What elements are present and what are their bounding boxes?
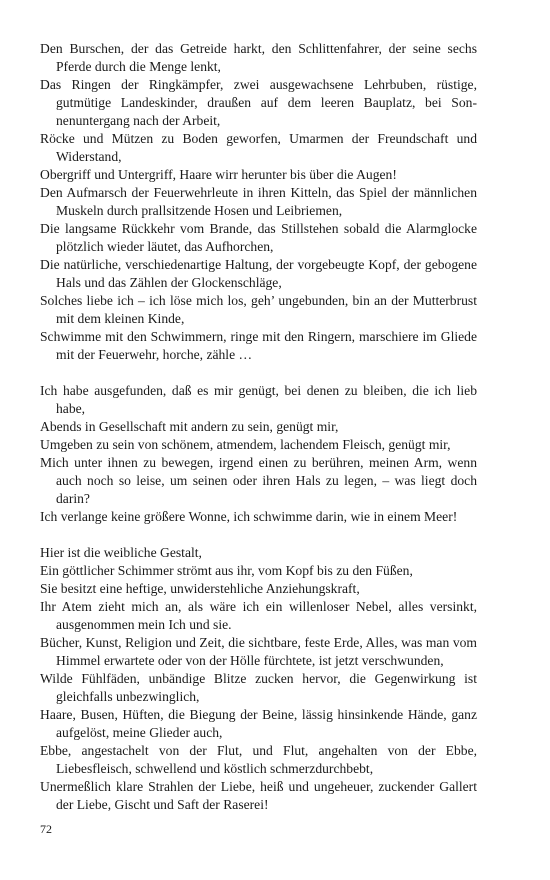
verse-line: Mich unter ihnen zu bewegen, irgend einen zu berühren, meinen Arm, wenn auch noch so leise, um seinen oder ihren Hals zu legen, – was liegt doch darin? xyxy=(40,455,477,506)
verse-line: Bücher, Kunst, Religion und Zeit, die sichtbare, feste Erde, Alles, was man vom Himmel erwartete oder von der Hölle fürchtete, ist jetzt verschwunden, xyxy=(40,635,477,668)
verse-line: Solches liebe ich – ich löse mich los, geh’ ungebunden, bin an der Mutterbrust mit dem kleinen Kinde, xyxy=(40,293,477,326)
verse-line: Ein göttlicher Schimmer strömt aus ihr, vom Kopf bis zu den Füßen, xyxy=(40,563,413,578)
verse-line: Ich habe ausgefunden, daß es mir genügt, bei denen zu bleiben, die ich lieb habe, xyxy=(40,383,477,416)
verse-line: Die natürliche, verschiedenartige Haltung, der vorgebeugte Kopf, der gebogene Hals und das Zählen der Glockenschläge, xyxy=(40,257,477,290)
verse-line: Haare, Busen, Hüften, die Biegung der Beine, lässig hinsinkende Hände, ganz aufgelöst, meine Glieder auch, xyxy=(40,707,477,740)
verse-line: Hier ist die weibliche Gestalt, xyxy=(40,545,202,560)
verse-line: Ihr Atem zieht mich an, als wäre ich ein willenloser Nebel, alles versinkt, ausgenommen mein Ich und sie. xyxy=(40,599,477,632)
verse-line: Den Burschen, der das Getreide harkt, den Schlittenfahrer, der seine sechs Pferde durch die Menge lenkt, xyxy=(40,41,477,74)
verse-line: Schwimme mit den Schwimmern, ringe mit den Ringern, marschiere im Gliede mit der Feuerwehr, horche, zähle … xyxy=(40,329,477,362)
stanza xyxy=(40,40,477,364)
verse-line: Abends in Gesellschaft mit andern zu sein, genügt mir, xyxy=(40,419,339,434)
verse-line: Obergriff und Untergriff, Haare wirr herunter bis über die Augen! xyxy=(40,167,397,182)
stanza xyxy=(40,382,477,526)
verse-line: Unermeßlich klare Strahlen der Liebe, heiß und ungeheuer, zuckender Gallert der Liebe, Gischt und Saft der Raserei! xyxy=(40,779,477,812)
verse-line: Ich verlange keine größere Wonne, ich schwimme darin, wie in einem Meer! xyxy=(40,509,458,524)
verse-line: Den Aufmarsch der Feuerwehrleute in ihren Kitteln, das Spiel der männlichen Muskeln durch prallsitzende Hosen und Leibriemen, xyxy=(40,185,477,218)
verse-line: Umgeben zu sein von schönem, atmendem, lachendem Fleisch, genügt mir, xyxy=(40,437,451,452)
stanza xyxy=(40,544,477,814)
verse-line: Röcke und Mützen zu Boden geworfen, Umarmen der Freundschaft und Widerstand, xyxy=(40,131,477,164)
verse-line: Ebbe, angestachelt von der Flut, und Flut, angehalten von der Ebbe, Liebesfleisch, schwellend und köstlich schmerzdurchbebt, xyxy=(40,743,477,776)
verse-line: Sie besitzt eine heftige, unwiderstehliche Anziehungskraft, xyxy=(40,581,360,596)
verse-line: Die langsame Rückkehr vom Brande, das Stillstehen sobald die Alarmglocke plötzlich wieder läutet, das Aufhorchen, xyxy=(40,221,477,254)
page-number: 72 xyxy=(40,822,52,836)
verse-line: Wilde Fühlfäden, unbändige Blitze zucken hervor, die Gegenwirkung ist gleichfalls unbezwinglich, xyxy=(40,671,477,704)
poem-text xyxy=(40,40,477,814)
verse-line: Das Ringen der Ringkämpfer, zwei ausgewachsene Lehrbuben, rüstige, gutmütige Landeskinder, draußen auf dem leeren Bauplatz, bei Sonnenuntergang nach der Arbeit, xyxy=(40,77,477,128)
